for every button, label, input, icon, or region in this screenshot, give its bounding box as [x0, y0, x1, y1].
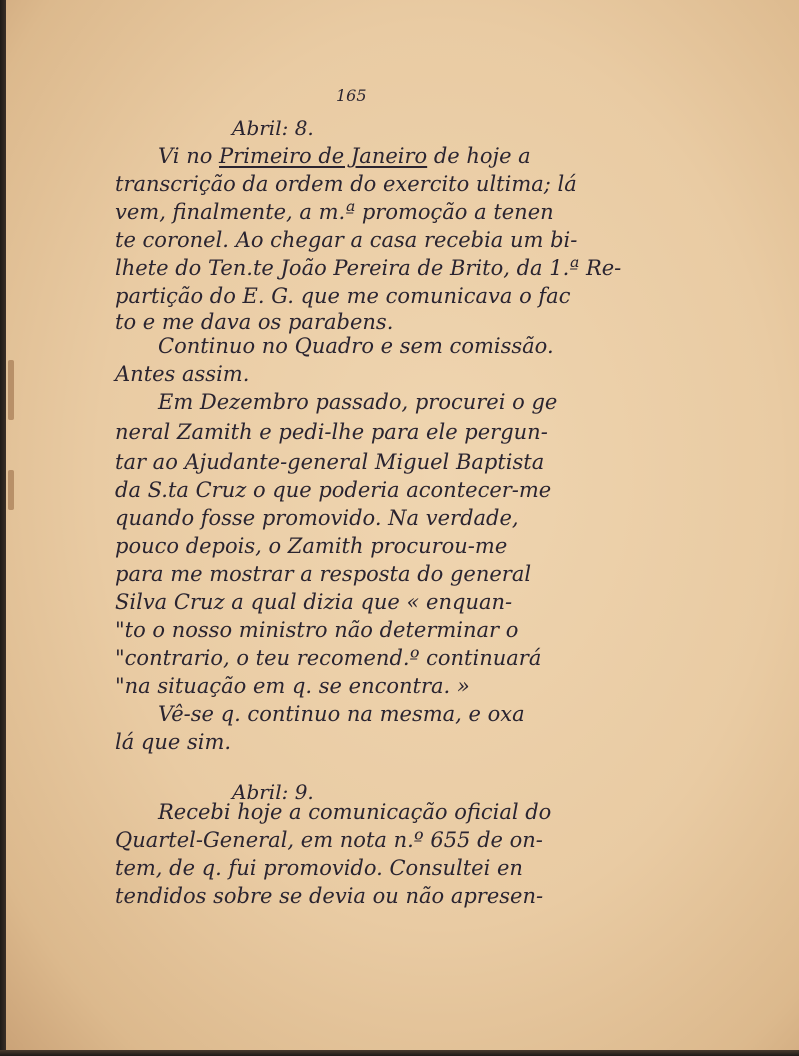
- text-line: Vê-se q. continuo na mesma, e oxa: [158, 702, 525, 726]
- text-line: tem, de q. fui promovido. Consultei en: [115, 856, 523, 880]
- newspaper-title: Primeiro de Janeiro: [219, 144, 428, 168]
- text-line: Continuo no Quadro e sem comissão.: [158, 334, 554, 358]
- text-line: neral Zamith e pedi-lhe para ele pergun-: [115, 420, 548, 444]
- text-line: vem, finalmente, a m.ª promoção a tenen: [115, 200, 554, 224]
- text-line: te coronel. Ao chegar a casa recebia um bi-: [115, 228, 578, 252]
- page-left-edge-shadow: [0, 0, 6, 1056]
- text-line: pouco depois, o Zamith procurou-me: [115, 534, 508, 558]
- text-segment: Vi no: [158, 144, 220, 168]
- text-line: partição do E. G. que me comunicava o fac: [115, 284, 571, 308]
- text-line: Antes assim.: [115, 362, 250, 386]
- text-line: "na situação em q. se encontra. »: [115, 674, 470, 698]
- entry-date: Abril: 9.: [232, 780, 314, 804]
- text-line: "to o nosso ministro não determinar o: [115, 618, 519, 642]
- text-line: [158, 146, 531, 167]
- text-line: da S.ta Cruz o que poderia acontecer-me: [115, 478, 552, 502]
- text-line: quando fosse promovido. Na verdade,: [115, 506, 519, 530]
- entry-date: Abril: 8.: [232, 116, 314, 140]
- text-line: lhete do Ten.te João Pereira de Brito, da 1.ª Re-: [115, 256, 622, 280]
- text-line: Recebi hoje a comunicação oficial do: [158, 800, 552, 824]
- text-line: Em Dezembro passado, procurei o ge: [158, 390, 558, 414]
- page-number: 165: [336, 86, 367, 105]
- text-line: para me mostrar a resposta do general: [115, 562, 532, 586]
- page-bottom-edge-shadow: [0, 1050, 799, 1056]
- text-line: to e me dava os parabens.: [115, 310, 394, 334]
- text-line: "contrario, o teu recomend.º continuará: [115, 646, 542, 670]
- text-line: transcrição da ordem do exercito ultima; lá: [115, 172, 577, 196]
- text-line: lá que sim.: [115, 730, 232, 754]
- text-line: Quartel-General, em nota n.º 655 de on-: [115, 828, 543, 852]
- text-segment: de hoje a: [427, 144, 531, 168]
- text-line: Silva Cruz a qual dizia que « enquan-: [115, 590, 513, 614]
- text-line: tendidos sobre se devia ou não apresen-: [115, 884, 544, 908]
- text-line: tar ao Ajudante-general Miguel Baptista: [115, 450, 545, 474]
- binding-stitch-mark: [8, 470, 14, 510]
- binding-stitch-mark: [8, 360, 14, 420]
